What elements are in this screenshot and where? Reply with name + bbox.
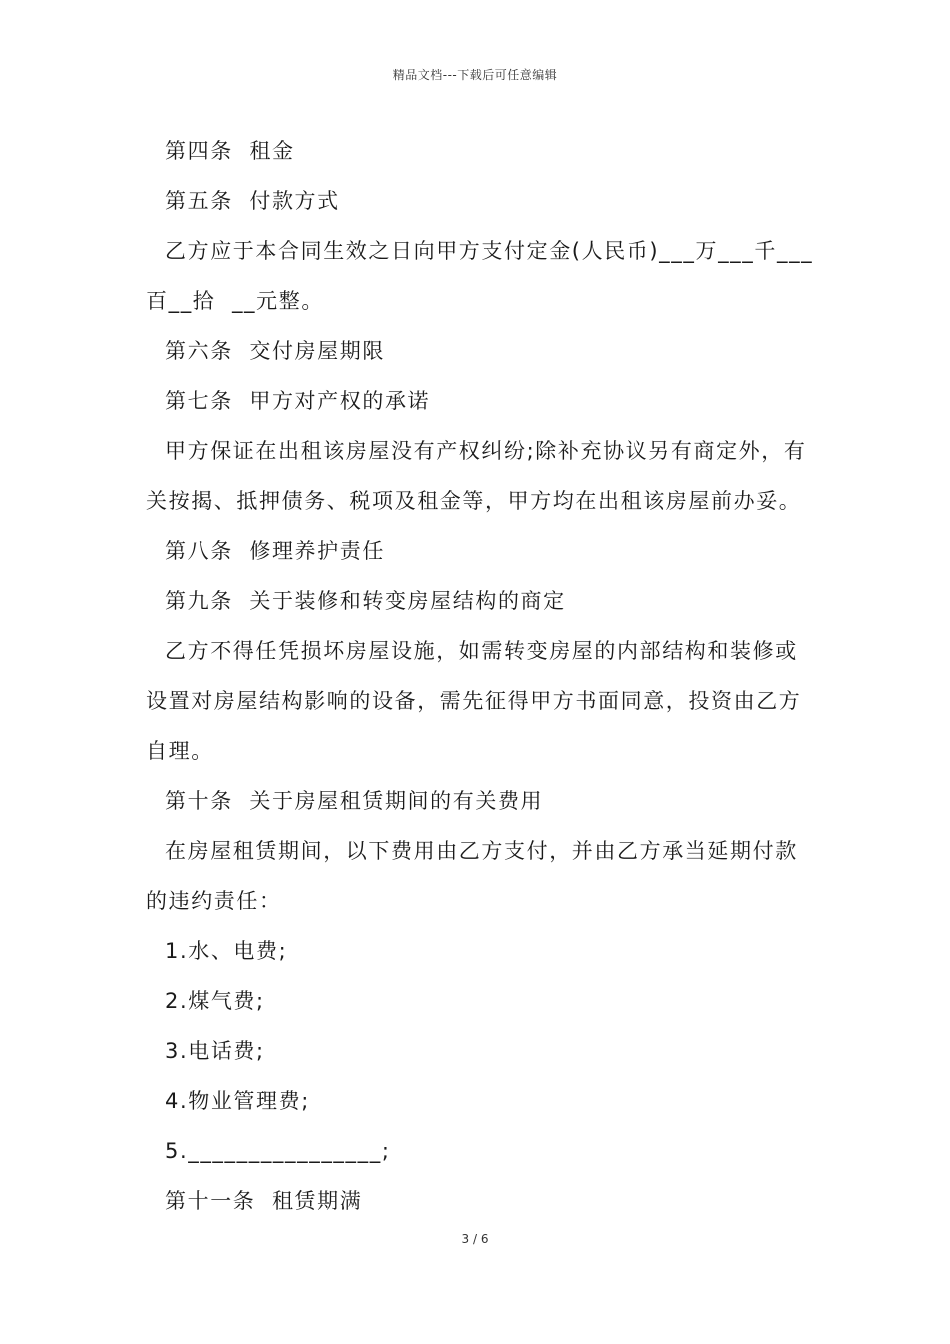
article-9-heading: 第九条 关于装修和转变房屋结构的商定	[165, 589, 566, 613]
article-11-heading: 第十一条 租赁期满	[165, 1189, 363, 1213]
article-5-heading: 第五条 付款方式	[165, 189, 340, 213]
fee-item-5: 5.________________;	[165, 1139, 391, 1163]
fee-item-3: 3.电话费;	[165, 1039, 265, 1063]
fee-item-1: 1.水、电费;	[165, 939, 288, 963]
ownership-clause: 甲方保证在出租该房屋没有产权纠纷;除补充协议另有商定外，有关按揭、抵押债务、税项及租金等，甲方均在出租该房屋前办妥。	[146, 439, 807, 513]
fee-item-2: 2.煤气费;	[165, 989, 265, 1013]
article-7-heading: 第七条 甲方对产权的承诺	[165, 389, 431, 413]
page-number: 3 / 6	[461, 1232, 489, 1246]
article-10-heading: 第十条 关于房屋租赁期间的有关费用	[165, 789, 544, 813]
article-8-heading: 第八条 修理养护责任	[165, 539, 385, 563]
article-4-heading: 第四条 租金	[165, 139, 295, 163]
fees-clause: 在房屋租赁期间，以下费用由乙方支付，并由乙方承当延期付款的违约责任：	[146, 839, 798, 913]
deposit-clause: 乙方应于本合同生效之日向甲方支付定金(人民币)___万___千___百__拾 __元整。	[146, 239, 814, 313]
fee-item-4: 4.物业管理费;	[165, 1089, 310, 1113]
document-body	[146, 126, 816, 1226]
page-header: 精品文档---下载后可任意编辑	[392, 68, 558, 82]
article-6-heading: 第六条 交付房屋期限	[165, 339, 385, 363]
renovation-clause: 乙方不得任凭损坏房屋设施，如需转变房屋的内部结构和装修或设置对房屋结构影响的设备，需先征得甲方书面同意，投资由乙方自理。	[146, 639, 802, 763]
